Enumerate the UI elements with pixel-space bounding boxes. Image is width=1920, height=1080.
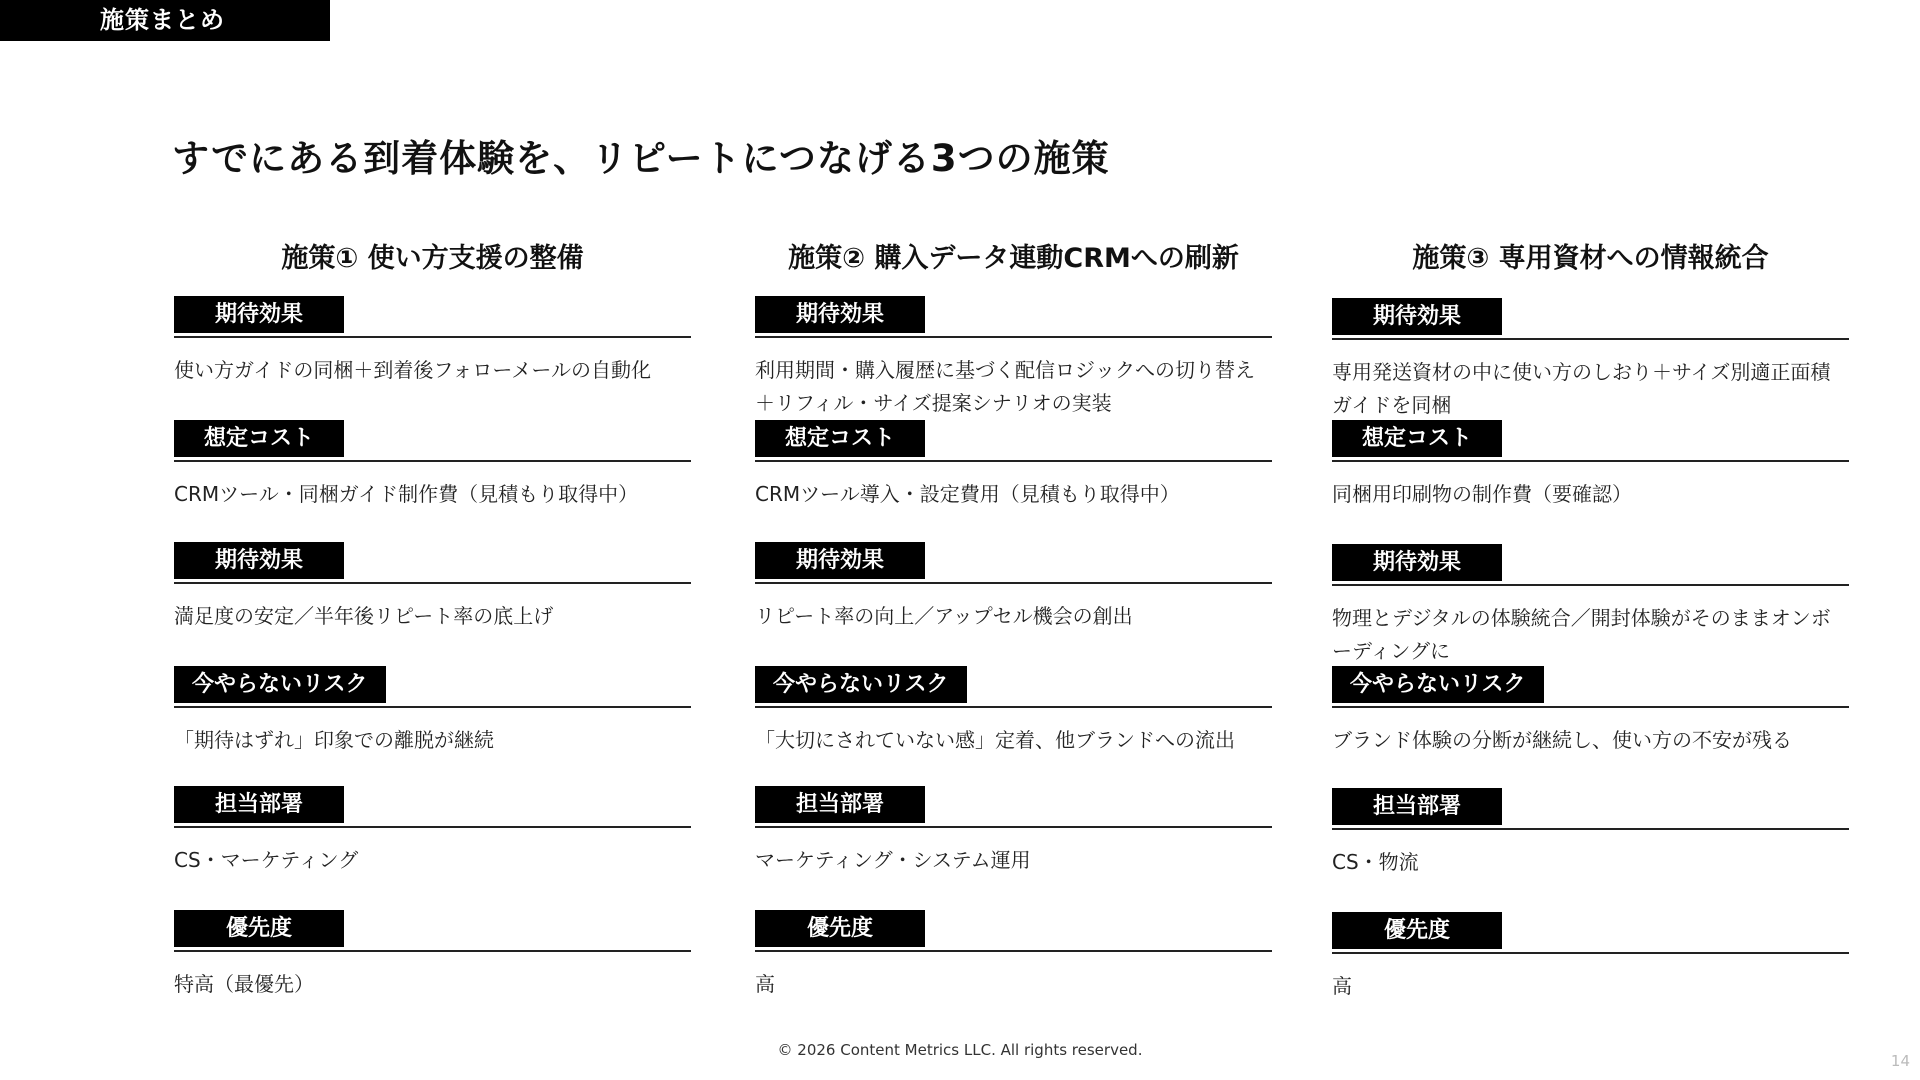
section-value: 高 (755, 972, 775, 996)
section-value: ブランド体験の分断が継続し、使い方の不安が残る (1332, 728, 1792, 752)
section-label: 担当部署 (174, 786, 344, 823)
copyright-footer: © 2026 Content Metrics LLC. All rights reserved. (777, 1041, 1143, 1059)
section-label: 優先度 (1332, 912, 1502, 949)
label-row (1332, 298, 1849, 340)
section-value: 「期待はずれ」印象での離脱が継続 (174, 728, 494, 752)
page-title: すでにある到着体験を、リピートにつなげる3つの施策 (172, 137, 1110, 180)
column-title: 施策③ 専用資材への情報統合 (1412, 243, 1769, 274)
section-label: 想定コスト (755, 420, 925, 457)
label-row (755, 542, 1272, 584)
section-value: 特高（最優先） (174, 972, 314, 996)
label-row (1332, 544, 1849, 586)
section-value: CS・物流 (1332, 850, 1419, 874)
section-tag: 施策まとめ (0, 0, 330, 41)
section-expected-effect-2 (1332, 544, 1849, 668)
label-row (1332, 420, 1849, 462)
section-value: 使い方ガイドの同梱＋到着後フォローメールの自動化 (174, 358, 651, 382)
label-row (1332, 666, 1849, 708)
section-risk (174, 666, 691, 790)
section-priority (1332, 912, 1849, 1036)
section-department (1332, 788, 1849, 912)
section-risk (1332, 666, 1849, 790)
section-priority (174, 910, 691, 1034)
measure-column-2 (755, 236, 1272, 996)
label-row (174, 420, 691, 462)
section-label: 期待効果 (755, 296, 925, 333)
section-value: 同梱用印刷物の制作費（要確認） (1332, 482, 1632, 506)
section-expected-effect (174, 296, 691, 420)
section-estimated-cost (174, 420, 691, 544)
label-row (174, 542, 691, 584)
label-row (174, 296, 691, 338)
section-value: 利用期間・購入履歴に基づく配信ロジックへの切り替え＋リフィル・サイズ提案シナリオの実装 (755, 358, 1255, 415)
column-title: 施策① 使い方支援の整備 (281, 243, 584, 274)
section-expected-effect-2 (755, 542, 1272, 666)
section-label: 期待効果 (755, 542, 925, 579)
label-row (755, 296, 1272, 338)
section-priority (755, 910, 1272, 1034)
label-row (755, 786, 1272, 828)
section-value: 満足度の安定／半年後リピート率の底上げ (174, 604, 554, 628)
section-label: 期待効果 (1332, 298, 1502, 335)
section-value: CS・マーケティング (174, 848, 359, 872)
section-label: 今やらないリスク (174, 666, 386, 703)
label-row (174, 910, 691, 952)
label-row (755, 420, 1272, 462)
section-expected-effect (755, 296, 1272, 420)
section-value: 「大切にされていない感」定着、他ブランドへの流出 (755, 728, 1235, 752)
section-risk (755, 666, 1272, 790)
section-value: マーケティング・システム運用 (755, 848, 1031, 872)
section-expected-effect (1332, 298, 1849, 422)
section-estimated-cost (755, 420, 1272, 544)
section-label: 期待効果 (174, 542, 344, 579)
section-value: 高 (1332, 974, 1352, 998)
section-value: CRMツール導入・設定費用（見積もり取得中） (755, 482, 1180, 506)
measure-column-1 (174, 236, 691, 996)
section-label: 優先度 (174, 910, 344, 947)
page-number: 14 (1890, 1052, 1910, 1070)
label-row (174, 666, 691, 708)
section-label: 想定コスト (174, 420, 344, 457)
section-estimated-cost (1332, 420, 1849, 544)
section-value: リピート率の向上／アップセル機会の創出 (755, 604, 1133, 628)
section-value: 物理とデジタルの体験統合／開封体験がそのままオンボーディングに (1332, 606, 1831, 663)
section-label: 担当部署 (755, 786, 925, 823)
section-label: 担当部署 (1332, 788, 1502, 825)
section-department (174, 786, 691, 910)
label-row (755, 910, 1272, 952)
label-row (1332, 788, 1849, 830)
section-label: 想定コスト (1332, 420, 1502, 457)
label-row (755, 666, 1272, 708)
section-label: 期待効果 (174, 296, 344, 333)
section-label: 優先度 (755, 910, 925, 947)
section-department (755, 786, 1272, 910)
section-label: 今やらないリスク (1332, 666, 1544, 703)
section-expected-effect-2 (174, 542, 691, 666)
section-value: CRMツール・同梱ガイド制作費（見積もり取得中） (174, 482, 639, 506)
measure-column-3 (1332, 236, 1849, 998)
section-label: 今やらないリスク (755, 666, 967, 703)
column-title: 施策② 購入データ連動CRMへの刷新 (788, 243, 1239, 274)
label-row (1332, 912, 1849, 954)
section-label: 期待効果 (1332, 544, 1502, 581)
label-row (174, 786, 691, 828)
section-value: 専用発送資材の中に使い方のしおり＋サイズ別適正面積ガイドを同梱 (1332, 360, 1831, 417)
